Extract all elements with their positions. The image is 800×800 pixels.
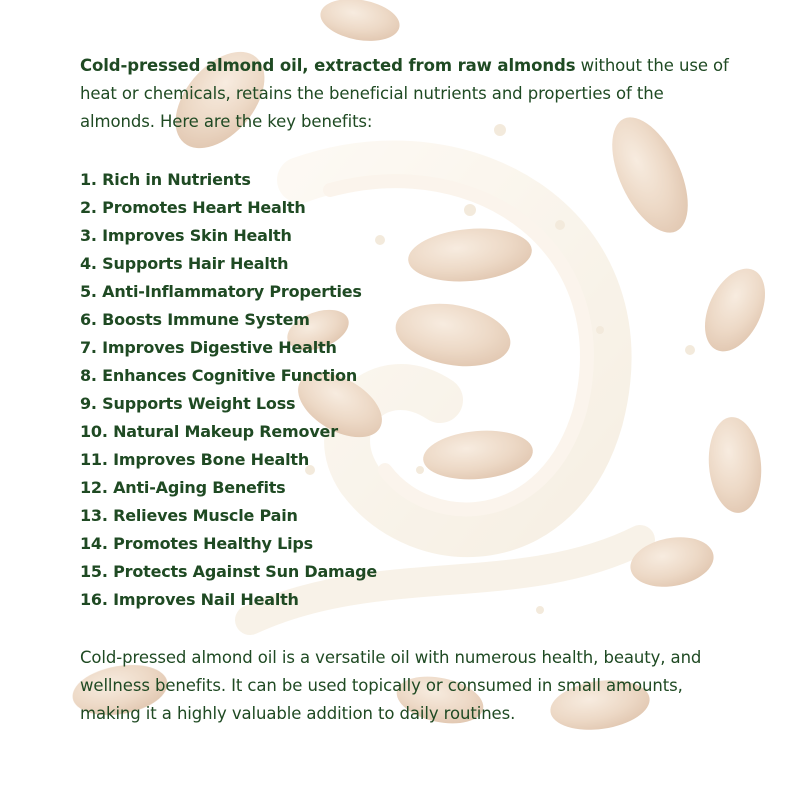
benefit-item: 10. Natural Makeup Remover (80, 422, 338, 441)
intro-paragraph (80, 52, 730, 136)
benefit-item: 9. Supports Weight Loss (80, 394, 296, 413)
intro-bold-lead: Cold-pressed almond oil, extracted from raw almonds (80, 56, 576, 75)
benefit-item: 15. Protects Against Sun Damage (80, 562, 378, 581)
benefit-item: 3. Improves Skin Health (80, 226, 292, 245)
benefit-item: 7. Improves Digestive Health (80, 338, 337, 357)
benefit-item: 5. Anti-Inflammatory Properties (80, 282, 362, 301)
benefit-item: 16. Improves Nail Health (80, 590, 299, 609)
benefit-item: 6. Boosts Immune System (80, 310, 310, 329)
benefit-item: 12. Anti-Aging Benefits (80, 478, 286, 497)
article-body (80, 52, 730, 728)
intro-text: without the use of heat or chemicals, retains the beneficial nutrients and properties of the almonds. Here are the key benefits: (80, 56, 729, 131)
benefit-item: 8. Enhances Cognitive Function (80, 366, 358, 385)
benefit-item: 11. Improves Bone Health (80, 450, 310, 469)
benefit-item: 2. Promotes Heart Health (80, 198, 306, 217)
benefits-list (80, 166, 730, 614)
outro-paragraph: Cold-pressed almond oil is a versatile oil with numerous health, beauty, and wellness benefits. It can be used topically or consumed in small amounts, making it a highly valuable addition to daily routines. (80, 648, 702, 723)
benefit-item: 4. Supports Hair Health (80, 254, 289, 273)
benefit-item: 14. Promotes Healthy Lips (80, 534, 314, 553)
benefit-item: 1. Rich in Nutrients (80, 170, 251, 189)
benefit-item: 13. Relieves Muscle Pain (80, 506, 298, 525)
almond (317, 0, 403, 47)
